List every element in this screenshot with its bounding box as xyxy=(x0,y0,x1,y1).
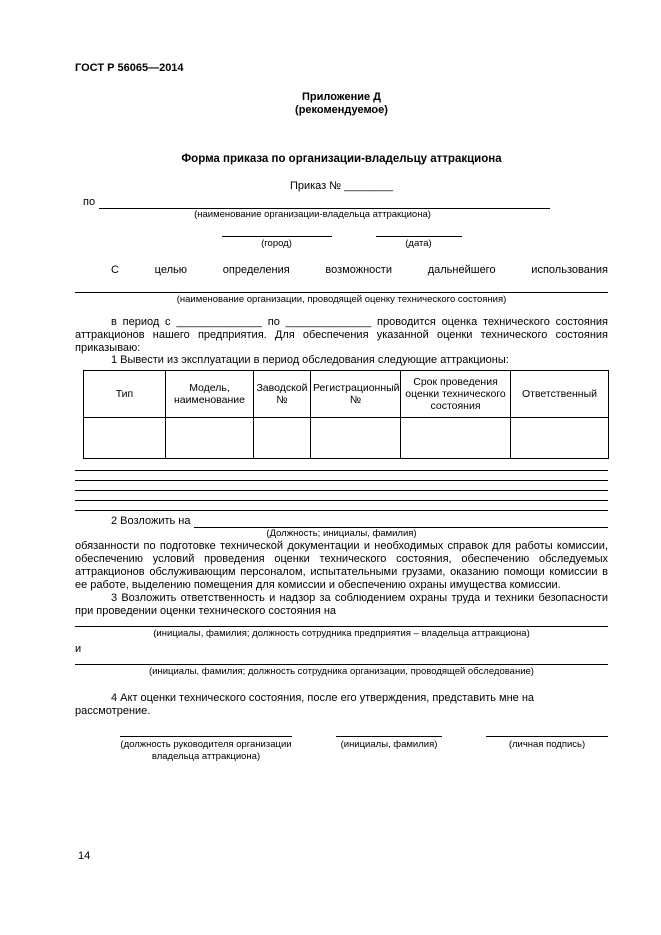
cell-factory-no xyxy=(254,418,311,459)
signature-position-caption-2: владельца аттракциона) xyxy=(151,750,261,762)
col-header-type: Тип xyxy=(84,371,166,418)
cell-responsible xyxy=(511,418,609,459)
city-caption: (город) xyxy=(261,237,292,249)
purpose-line: С целью определения возможности дальнейшего использования xyxy=(111,264,608,277)
and-label: и xyxy=(75,643,82,656)
item2-duties: обязанности по подготовке технической документации и необходимых справок для работы комиссии, обеспечению условий проведения оценки технического состояния, обеспечению обследуемых аттракционов обслуживающим персоналом, испытательными грузами, оказанию помощи комиссии в ее работе, выделению помещения для комиссии и обеспечению охраны имущества комиссии. xyxy=(75,539,608,591)
date-field xyxy=(376,225,462,249)
col-header-assessment-period: Срок проведения оценки технического состояния xyxy=(401,371,511,418)
blank-ruled-line xyxy=(75,491,608,501)
standard-number: ГОСТ Р 56065—2014 xyxy=(75,62,184,74)
signature-name-blank xyxy=(336,736,442,737)
signature-name-caption: (инициалы, фамилия) xyxy=(340,739,438,751)
appendix-label: Приложение Д xyxy=(302,90,381,103)
po-label: по xyxy=(83,196,96,209)
attractions-table xyxy=(83,370,609,459)
table-row xyxy=(84,418,609,459)
signature-position-caption-1: (должность руководителя организации xyxy=(120,739,292,751)
form-title: Форма приказа по организации-владельцу аттракциона xyxy=(181,152,502,165)
signature-position-field xyxy=(120,736,292,762)
blank-ruled-line xyxy=(75,461,608,471)
item2-line xyxy=(75,515,608,528)
item2-blank xyxy=(194,515,608,528)
assessor-org-blank xyxy=(75,292,608,293)
blank-ruled-line xyxy=(75,471,608,481)
cell-registration-no xyxy=(311,418,401,459)
org-owner-block xyxy=(75,196,550,220)
date-caption: (дата) xyxy=(405,237,432,249)
col-header-registration-no: Регистрационный № xyxy=(311,371,401,418)
item3-text: 3 Возложить ответственность и надзор за соблюдением охраны труда и техники безопасности при проведении оценки технического состояния на xyxy=(75,591,608,617)
signature-block xyxy=(75,736,608,762)
table-header-row xyxy=(84,371,609,418)
assessor-employee-caption: (инициалы, фамилия; должность сотрудника организации, проводящей обследование) xyxy=(149,666,534,678)
signature-sign-blank xyxy=(486,736,608,737)
signature-position-blank xyxy=(120,736,292,737)
city-blank xyxy=(222,225,332,237)
order-number-line: Приказ № ________ xyxy=(289,180,394,193)
page-number: 14 xyxy=(78,850,91,862)
col-header-responsible: Ответственный xyxy=(511,371,609,418)
org-owner-blank xyxy=(99,196,550,209)
appendix-kind: (рекомендуемое) xyxy=(295,103,388,116)
form-sheet xyxy=(75,62,608,762)
org-owner-caption: (наименование организации-владельца аттракциона) xyxy=(194,209,431,221)
period-paragraph: в период с ______________ по ______________ проводится оценка технического состояния аттракционов нашего предприятия. Для обеспечения указанной оценки технического состояния приказываю: xyxy=(75,315,608,354)
date-blank xyxy=(376,225,462,237)
item2-caption: (Должность; инициалы, фамилия) xyxy=(266,528,417,540)
city-date-block xyxy=(75,225,608,249)
assessor-employee-blank xyxy=(75,664,608,665)
signature-sign-caption: (личная подпись) xyxy=(508,739,586,751)
signature-name-field xyxy=(336,736,442,762)
owner-employee-caption: (инициалы, фамилия; должность сотрудника предприятия – владельца аттракциона) xyxy=(153,627,530,639)
blank-ruled-lines xyxy=(75,461,608,511)
assessor-org-caption: (наименование организации, проводящей оценку технического состояния) xyxy=(176,294,507,306)
owner-employee-blank xyxy=(75,626,608,627)
col-header-model: Модель, наименование xyxy=(166,371,254,418)
cell-assessment-period xyxy=(401,418,511,459)
cell-model xyxy=(166,418,254,459)
item1-text: 1 Вывести из эксплуатации в период обследования следующие аттракционы: xyxy=(111,354,509,367)
item4-text: 4 Акт оценки технического состояния, после его утверждения, представить мне на рассмотрение. xyxy=(75,692,535,718)
city-field xyxy=(222,225,332,249)
cell-type xyxy=(84,418,166,459)
col-header-factory-no: Заводской № xyxy=(254,371,311,418)
blank-ruled-line xyxy=(75,501,608,511)
blank-ruled-line xyxy=(75,481,608,491)
item2-label: 2 Возложить на xyxy=(111,515,191,528)
org-owner-line xyxy=(75,196,550,209)
signature-sign-field xyxy=(486,736,608,762)
